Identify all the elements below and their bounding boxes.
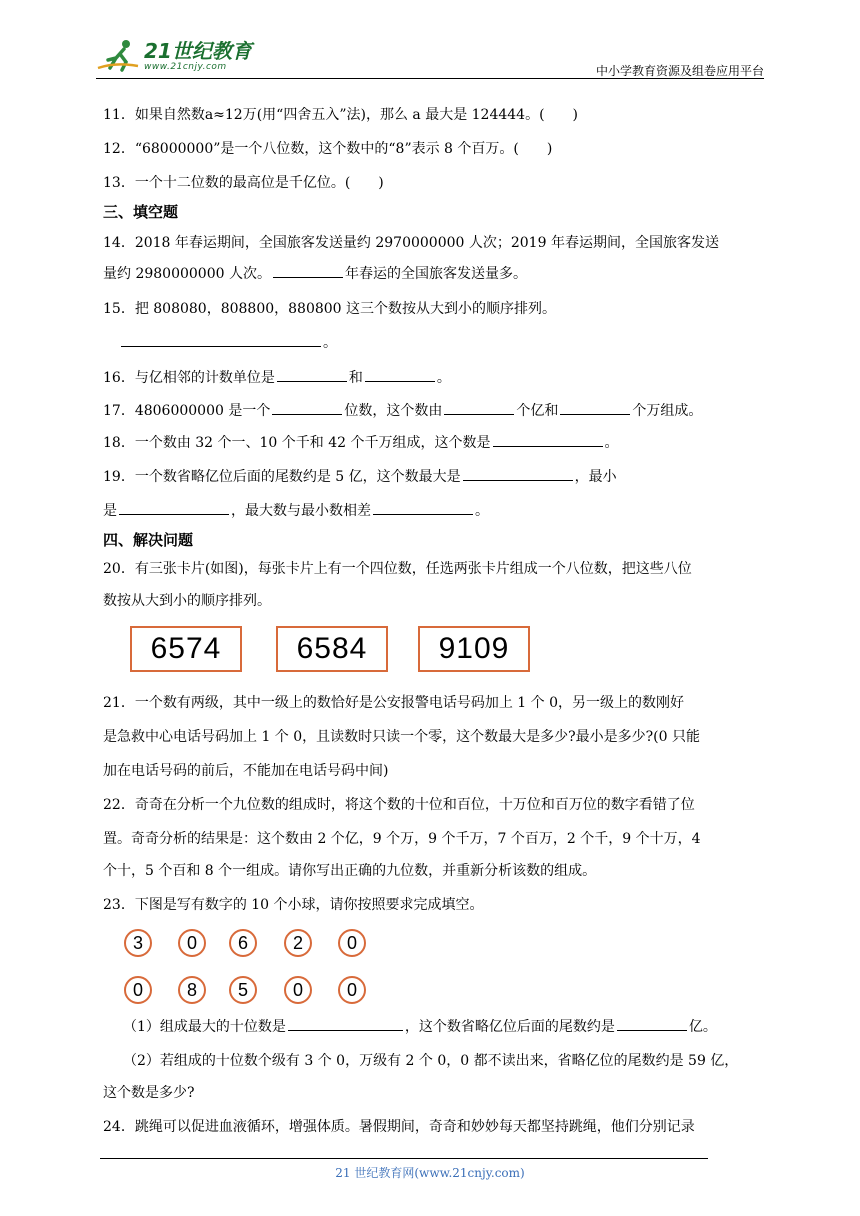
answer-blank[interactable] bbox=[272, 400, 342, 415]
answer-blank[interactable] bbox=[273, 263, 343, 278]
q19-text-a: 19．一个数省略亿位后面的尾数约是 5 亿，这个数最大是 bbox=[103, 469, 461, 485]
q23-text-a: （1）组成最大的十位数是 bbox=[123, 1019, 286, 1035]
number-card: 6574 bbox=[130, 626, 242, 672]
answer-blank[interactable] bbox=[288, 1016, 403, 1031]
q16-text-b: 和 bbox=[348, 370, 363, 386]
question-23-line1: 23．下图是写有数字的 10 个小球，请你按照要求完成填空。 bbox=[103, 897, 484, 913]
number-ball: 0 bbox=[124, 976, 152, 1004]
answer-blank[interactable] bbox=[373, 500, 473, 515]
question-23-part1 bbox=[123, 1016, 717, 1036]
runner-icon bbox=[96, 38, 140, 74]
q17-text-c: 个亿和 bbox=[516, 403, 559, 419]
answer-blank[interactable] bbox=[444, 400, 514, 415]
question-22-line1: 22．奇奇在分析一个九位数的组成时，将这个数的十位和百位，十万位和百万位的数字看错了位 bbox=[103, 797, 695, 813]
number-ball: 2 bbox=[284, 929, 312, 957]
question-21-line2: 是急救中心电话号码加上 1 个 0，且读数时只读一个零，这个数最大是多少?最小是多少?(0 只能 bbox=[103, 729, 700, 745]
page-header bbox=[96, 38, 764, 80]
number-ball: 0 bbox=[178, 929, 206, 957]
footer-link[interactable]: 21 世纪教育网(www.21cnjy.com) bbox=[335, 1166, 525, 1180]
number-ball: 0 bbox=[338, 976, 366, 1004]
question-20-line2: 数按从大到小的顺序排列。 bbox=[103, 593, 271, 609]
q16-text-a: 16．与亿相邻的计数单位是 bbox=[103, 370, 275, 386]
question-19-line2 bbox=[103, 500, 489, 520]
section-heading-fill: 三、填空题 bbox=[103, 203, 179, 221]
question-21-line3: 加在电话号码的前后，不能加在电话号码中间) bbox=[103, 763, 389, 779]
number-card: 6584 bbox=[276, 626, 388, 672]
question-14-line1: 14．2018 年春运期间，全国旅客发送量约 2970000000 人次；2019 年春运期间，全国旅客发送 bbox=[103, 235, 719, 251]
question-13: 13．一个十二位数的最高位是千亿位。( ) bbox=[103, 175, 384, 191]
q17-text-a: 17．4806000000 是一个 bbox=[103, 403, 271, 419]
question-17 bbox=[103, 400, 702, 420]
question-11: 11．如果自然数a≈12万(用“四舍五入”法)，那么 a 最大是 124444。( ) bbox=[103, 107, 579, 123]
question-22-line3: 个十，5 个百和 8 个一组成。请你写出正确的九位数，并重新分析该数的组成。 bbox=[103, 863, 597, 879]
logo-title: 21世纪教育 bbox=[144, 38, 252, 63]
number-ball: 0 bbox=[284, 976, 312, 1004]
q19-text-e: 。 bbox=[475, 503, 489, 519]
number-ball: 6 bbox=[229, 929, 257, 957]
footer-divider bbox=[100, 1158, 708, 1159]
answer-blank[interactable] bbox=[119, 500, 229, 515]
answer-blank[interactable] bbox=[493, 432, 603, 447]
q15-end: 。 bbox=[323, 335, 337, 351]
question-24-line1: 24．跳绳可以促进血液循环，增强体质。暑假期间，奇奇和妙妙每天都坚持跳绳，他们分别记录 bbox=[103, 1119, 695, 1135]
q17-text-d: 个万组成。 bbox=[632, 403, 703, 419]
number-ball: 8 bbox=[178, 976, 206, 1004]
q23-text-b: ，这个数省略亿位后面的尾数约是 bbox=[404, 1019, 615, 1035]
question-22-line2: 置。奇奇分析的结果是：这个数由 2 个亿，9 个万，9 个千万，7 个百万，2 个千，9 个十万，4 bbox=[103, 831, 701, 847]
number-card: 9109 bbox=[418, 626, 530, 672]
q23-text-c: 亿。 bbox=[688, 1019, 717, 1035]
platform-label: 中小学教育资源及组卷应用平台 bbox=[595, 64, 764, 78]
answer-blank[interactable] bbox=[365, 367, 435, 382]
q18-text-b: 。 bbox=[604, 435, 619, 451]
q19-text-d: ，最大数与最小数相差 bbox=[231, 503, 371, 519]
question-19-line1 bbox=[103, 466, 617, 486]
q16-text-c: 。 bbox=[436, 370, 451, 386]
question-23-part2-line2: 这个数是多少? bbox=[103, 1085, 195, 1101]
question-16 bbox=[103, 367, 451, 387]
question-23-part2-line1: （2）若组成的十位数个级有 3 个 0，万级有 2 个 0，0 都不读出来，省略亿位的尾数约是 59 亿， bbox=[123, 1053, 739, 1069]
site-logo[interactable] bbox=[96, 38, 252, 74]
number-ball: 5 bbox=[229, 976, 257, 1004]
question-21-line1: 21．一个数有两级，其中一级上的数恰好是公安报警电话号码加上 1 个 0，另一级上的数刚好 bbox=[103, 695, 684, 711]
q14-text-b: 年春运的全国旅客发送量多。 bbox=[344, 266, 527, 282]
question-20-line1: 20．有三张卡片(如图)，每张卡片上有一个四位数，任选两张卡片组成一个八位数，把这些八位 bbox=[103, 561, 692, 577]
q14-text-a: 量约 2980000000 人次。 bbox=[103, 266, 271, 282]
question-15-line1: 15．把 808080，808800，880800 这三个数按从大到小的顺序排列。 bbox=[103, 301, 557, 317]
question-14-line2 bbox=[103, 263, 527, 283]
q19-text-b: ，最小 bbox=[574, 469, 617, 485]
answer-blank[interactable] bbox=[463, 466, 573, 481]
q18-text-a: 18．一个数由 32 个一、10 个千和 42 个千万组成，这个数是 bbox=[103, 435, 491, 451]
number-ball: 3 bbox=[124, 929, 152, 957]
answer-blank[interactable] bbox=[617, 1016, 687, 1031]
question-15-line2 bbox=[119, 332, 337, 352]
section-heading-solve: 四、解决问题 bbox=[103, 531, 194, 549]
logo-url: www.21cnjy.com bbox=[144, 61, 227, 72]
q19-text-c: 是 bbox=[103, 503, 117, 519]
question-18 bbox=[103, 432, 619, 452]
answer-blank[interactable] bbox=[121, 332, 321, 347]
answer-blank[interactable] bbox=[560, 400, 630, 415]
question-12: 12．“68000000”是一个八位数，这个数中的“8”表示 8 个百万。( ) bbox=[103, 141, 553, 157]
header-divider bbox=[96, 78, 764, 79]
q17-text-b: 位数，这个数由 bbox=[344, 403, 443, 419]
number-ball: 0 bbox=[338, 929, 366, 957]
answer-blank[interactable] bbox=[277, 367, 347, 382]
